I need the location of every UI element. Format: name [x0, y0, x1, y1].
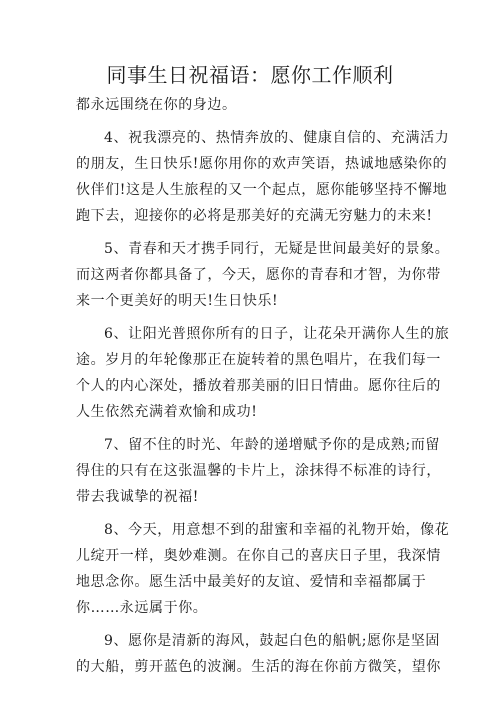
text-line: 你……永远属于你。	[76, 600, 208, 616]
text-line: 而这两者你都具备了，今天，愿你的青春和才智，为你带	[76, 267, 441, 283]
paragraph-4	[76, 125, 450, 229]
paragraph-9	[76, 628, 441, 680]
text-line: 儿绽开一样，奥妙难测。在你自己的喜庆日子里，我深情	[76, 548, 441, 564]
text-line: 地思念你。愿生活中最美好的友谊、爱情和幸福都属于	[76, 574, 427, 590]
text-line: 途。岁月的年轮像那正在旋转着的黑色唱片，在我们每一	[76, 352, 441, 368]
document-title: 同事生日祝福语：愿你工作顺利	[106, 63, 394, 87]
text-line: 6、让阳光普照你所有的日子，让花朵开满你人生的旅	[104, 326, 450, 342]
text-line: 的朋友，生日快乐!愿你用你的欢声笑语，热诚地感染你的	[76, 156, 448, 172]
text-line: 个人的内心深处，播放着那美丽的旧日情曲。愿你往后的	[76, 378, 441, 394]
text-line: 8、今天，用意想不到的甜蜜和幸福的礼物开始，像花	[104, 522, 450, 538]
paragraph-5	[76, 236, 450, 314]
text-line: 都永远围绕在你的身边。	[76, 97, 237, 113]
text-line: 9、愿你是清新的海风，鼓起白色的船帆;愿你是坚固	[104, 633, 441, 649]
text-line: 得住的只有在这张温馨的卡片上，涂抹得不标准的诗行，	[76, 463, 441, 479]
document-body	[76, 92, 450, 680]
paragraph-6	[76, 321, 450, 425]
paragraph-7	[76, 432, 441, 510]
text-line: 跑下去，迎接你的必将是那美好的充满无穷魅力的未来!	[76, 208, 433, 224]
paragraph-continuation	[76, 92, 428, 118]
text-line: 5、青春和天才携手同行，无疑是世间最美好的景象。	[104, 241, 450, 257]
paragraph-8	[76, 517, 450, 621]
text-line: 来一个更美好的明天!生日快乐!	[76, 293, 279, 309]
text-line: 带去我诚挚的祝福!	[76, 489, 200, 505]
text-line: 4、祝我漂亮的、热情奔放的、健康自信的、充满活力	[104, 130, 450, 146]
text-line: 7、留不住的时光、年龄的递增赋予你的是成熟;而留	[104, 437, 441, 453]
text-line: 伙伴们!这是人生旅程的又一个起点，愿你能够坚持不懈地	[76, 182, 448, 198]
text-line: 的大船，剪开蓝色的波澜。生活的海在你前方微笑，望你	[76, 659, 441, 675]
text-line: 人生依然充满着欢愉和成功!	[76, 404, 258, 420]
